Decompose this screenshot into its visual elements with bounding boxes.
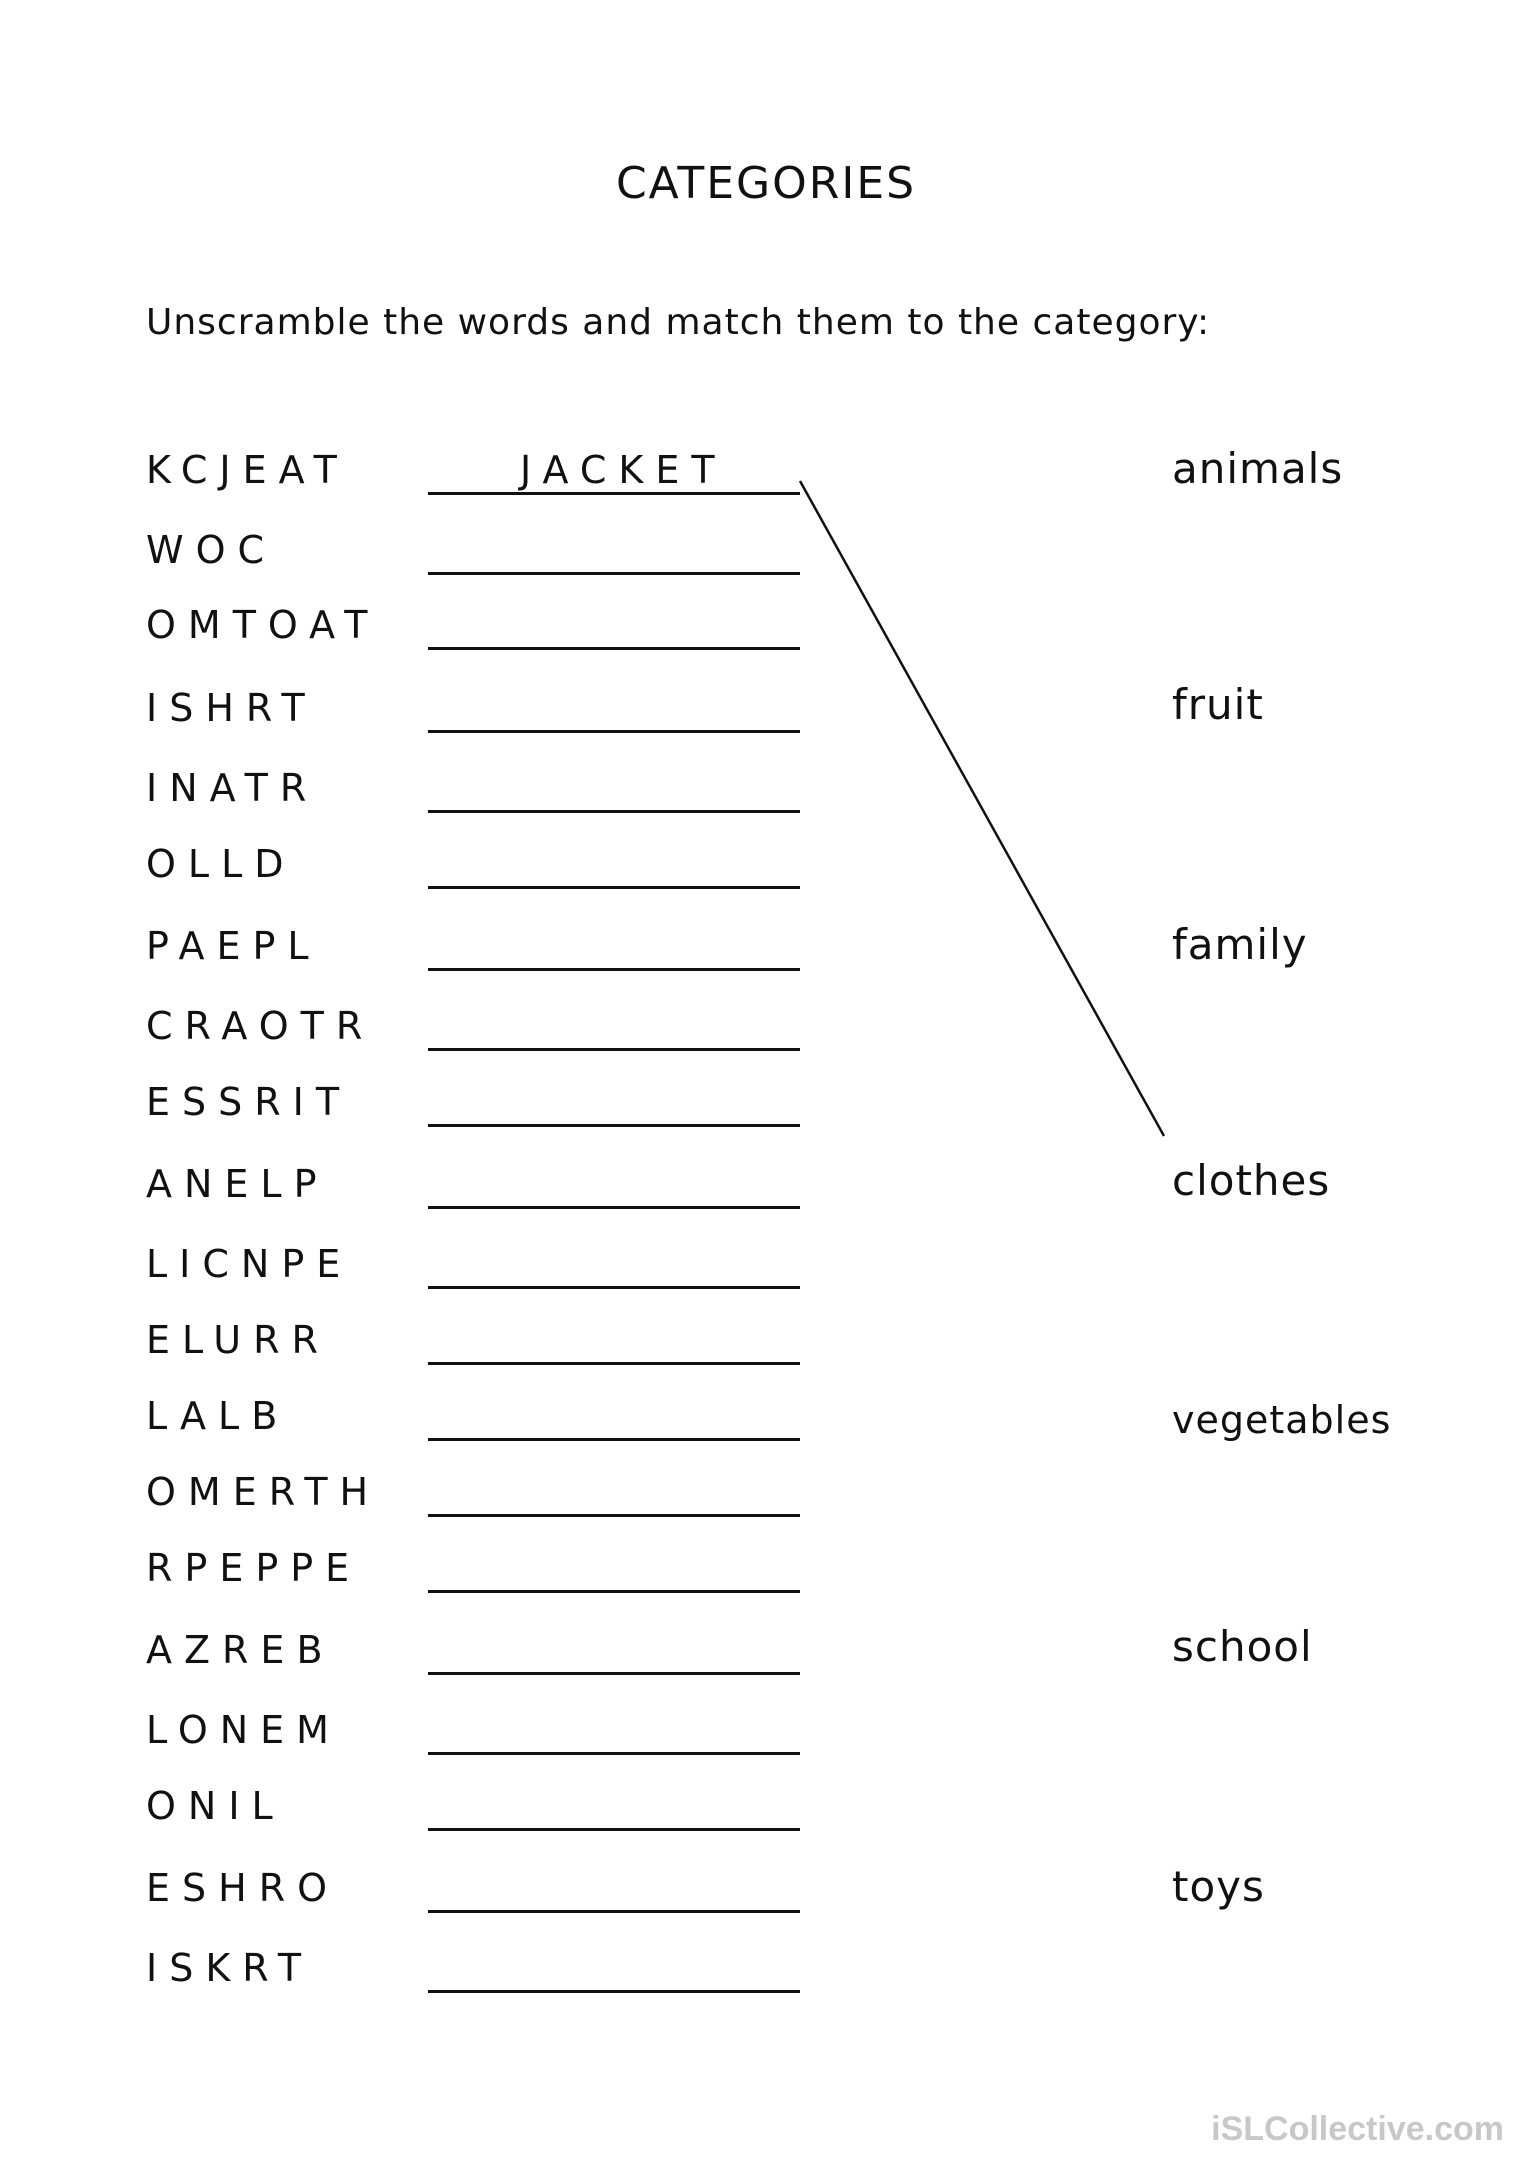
- scrambled-word: RPEPPE: [146, 1546, 362, 1590]
- scrambled-word: ANELP: [146, 1162, 329, 1206]
- word-row: [0, 1946, 820, 2006]
- scrambled-word: ESSRIT: [146, 1080, 352, 1124]
- word-row: [0, 1004, 820, 1064]
- scrambled-word: OLLD: [146, 842, 296, 886]
- word-row: [0, 1866, 820, 1926]
- answer-line[interactable]: [428, 1124, 800, 1127]
- category-clothes: clothes: [1172, 1156, 1331, 1205]
- answer-line[interactable]: [428, 1990, 800, 1993]
- word-row: [0, 842, 820, 902]
- answer-line[interactable]: [428, 1828, 800, 1831]
- category-toys: toys: [1172, 1862, 1265, 1911]
- answer-line[interactable]: [428, 810, 800, 813]
- scrambled-word: LICNPE: [146, 1242, 353, 1286]
- answer-line[interactable]: [428, 968, 800, 971]
- word-row: [0, 528, 820, 588]
- word-row: [0, 1784, 820, 1844]
- word-row: [0, 1318, 820, 1378]
- answer-line[interactable]: [428, 1206, 800, 1209]
- word-row: [0, 686, 820, 746]
- word-row: [0, 448, 820, 508]
- scrambled-word: ISKRT: [146, 1946, 314, 1990]
- category-school: school: [1172, 1622, 1313, 1671]
- scrambled-word: LALB: [146, 1394, 290, 1438]
- scrambled-word: ESHRO: [146, 1866, 340, 1910]
- answer-line[interactable]: [428, 1286, 800, 1289]
- answer-line[interactable]: [428, 1672, 800, 1675]
- word-row: [0, 1628, 820, 1688]
- answer-line[interactable]: [428, 1752, 800, 1755]
- answer-line[interactable]: [428, 1362, 800, 1365]
- word-row: [0, 1708, 820, 1768]
- word-row: [0, 1162, 820, 1222]
- word-row: [0, 924, 820, 984]
- answer-line[interactable]: [428, 572, 800, 575]
- answer-line[interactable]: [428, 492, 800, 495]
- match-line: [800, 481, 1164, 1136]
- answer-line[interactable]: [428, 1590, 800, 1593]
- answer-text: JACKET: [520, 448, 727, 492]
- scrambled-word: ELURR: [146, 1318, 330, 1362]
- answer-line[interactable]: [428, 1514, 800, 1517]
- answer-line[interactable]: [428, 886, 800, 889]
- scrambled-word: ONIL: [146, 1784, 285, 1828]
- scrambled-word: OMTOAT: [146, 603, 380, 647]
- word-row: [0, 1242, 820, 1302]
- word-row: [0, 1080, 820, 1140]
- category-fruit: fruit: [1172, 680, 1264, 729]
- word-row: [0, 1546, 820, 1606]
- category-vegetables: vegetables: [1172, 1398, 1392, 1442]
- instructions: Unscramble the words and match them to the category:: [146, 302, 1211, 343]
- scrambled-word: KCJEAT: [146, 448, 349, 492]
- word-row: [0, 766, 820, 826]
- scrambled-word: PAEPL: [146, 924, 321, 968]
- category-family: family: [1172, 920, 1308, 969]
- scrambled-word: AZREB: [146, 1628, 335, 1672]
- scrambled-word: INATR: [146, 766, 319, 810]
- watermark-logo: iSLCollective.com: [1211, 2110, 1504, 2148]
- word-row: [0, 1470, 820, 1530]
- answer-line[interactable]: [428, 1910, 800, 1913]
- answer-line[interactable]: [428, 1048, 800, 1051]
- category-animals: animals: [1172, 444, 1344, 493]
- answer-line[interactable]: [428, 647, 800, 650]
- answer-line[interactable]: [428, 1438, 800, 1441]
- word-row: [0, 1394, 820, 1454]
- scrambled-word: OMERTH: [146, 1470, 381, 1514]
- page-title: CATEGORIES: [615, 158, 917, 209]
- answer-line[interactable]: [428, 730, 800, 733]
- scrambled-word: LONEM: [146, 1708, 341, 1752]
- scrambled-word: ISHRT: [146, 686, 317, 730]
- word-row: [0, 603, 820, 663]
- scrambled-word: CRAOTR: [146, 1004, 375, 1048]
- scrambled-word: WOC: [146, 528, 277, 572]
